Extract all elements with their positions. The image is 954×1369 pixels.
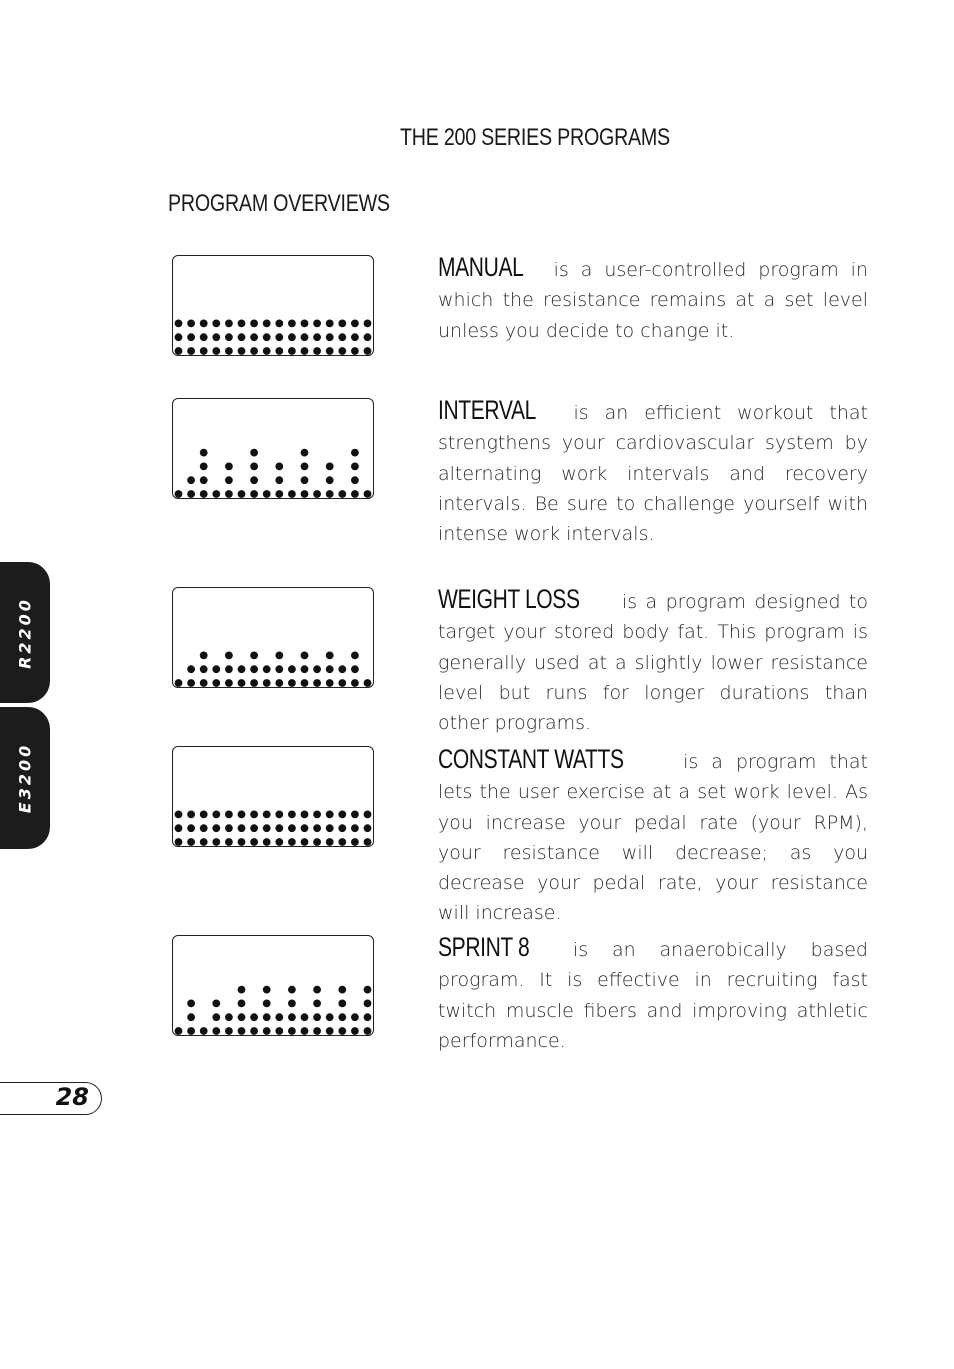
profile-dot <box>301 811 309 819</box>
interval-profile-display <box>172 398 374 499</box>
profile-dot <box>250 449 258 457</box>
profile-dot <box>225 490 233 498</box>
profile-dot <box>238 347 246 355</box>
profile-dot <box>250 811 258 819</box>
profile-dot <box>326 679 334 687</box>
profile-dot <box>225 320 233 328</box>
constant-watts-program-text <box>438 744 868 929</box>
profile-dot <box>175 1027 183 1035</box>
profile-dot <box>212 490 220 498</box>
profile-dot <box>301 679 309 687</box>
profile-dot <box>263 490 271 498</box>
profile-dot <box>301 320 309 328</box>
program-description-sprint-8: is an anaerobically based program. It is effective in recruiting fast twitch muscle fibers and improving athletic performance. <box>438 939 868 1052</box>
profile-dot <box>250 463 258 471</box>
profile-dot <box>250 333 258 341</box>
profile-dot <box>225 463 233 471</box>
profile-dot <box>351 665 359 673</box>
profile-dot <box>200 652 208 660</box>
page-number: 28 <box>55 1083 89 1111</box>
profile-dot <box>275 476 283 484</box>
profile-dot <box>250 490 258 498</box>
profile-dot <box>275 347 283 355</box>
profile-dot <box>250 838 258 846</box>
profile-dot <box>313 1000 321 1008</box>
section-title: PROGRAM OVERVIEWS <box>168 190 390 217</box>
profile-dot <box>187 1027 195 1035</box>
profile-dot <box>275 1013 283 1021</box>
profile-dot <box>200 811 208 819</box>
profile-dot <box>338 679 346 687</box>
profile-dot <box>288 347 296 355</box>
profile-dot <box>326 838 334 846</box>
sprint-8-profile-display <box>172 935 374 1036</box>
profile-dot <box>175 811 183 819</box>
profile-dot <box>326 347 334 355</box>
profile-dot <box>225 652 233 660</box>
profile-dot <box>212 811 220 819</box>
interval-program-text <box>438 395 868 549</box>
profile-dot-matrix <box>173 936 375 1037</box>
profile-dot <box>351 449 359 457</box>
profile-dot <box>338 665 346 673</box>
profile-dot <box>250 665 258 673</box>
profile-dot <box>301 490 309 498</box>
profile-dot <box>212 1013 220 1021</box>
profile-dot <box>313 679 321 687</box>
profile-dot <box>212 824 220 832</box>
side-tab-r2200 <box>0 562 50 703</box>
profile-dot <box>364 333 372 341</box>
profile-dot <box>288 1027 296 1035</box>
manual-program-text <box>438 252 868 346</box>
profile-dot <box>338 1027 346 1035</box>
profile-dot <box>364 490 372 498</box>
profile-dot <box>326 652 334 660</box>
profile-dot <box>187 476 195 484</box>
profile-dot <box>351 652 359 660</box>
profile-dot <box>288 1013 296 1021</box>
program-name-constant-watts: CONSTANT WATTS <box>438 744 624 774</box>
profile-dot-matrix <box>173 399 375 500</box>
profile-dot <box>301 347 309 355</box>
profile-dot <box>351 838 359 846</box>
profile-dot <box>364 986 372 994</box>
profile-dot <box>364 320 372 328</box>
profile-dot <box>238 1027 246 1035</box>
profile-dot <box>275 333 283 341</box>
profile-dot <box>313 986 321 994</box>
profile-dot <box>212 838 220 846</box>
profile-dot <box>212 333 220 341</box>
profile-dot <box>275 665 283 673</box>
profile-dot <box>250 347 258 355</box>
profile-dot <box>263 811 271 819</box>
profile-dot <box>301 476 309 484</box>
profile-dot <box>275 1027 283 1035</box>
profile-dot <box>187 679 195 687</box>
profile-dot <box>238 320 246 328</box>
profile-dot <box>263 1000 271 1008</box>
profile-dot <box>225 1027 233 1035</box>
profile-dot-matrix <box>173 588 375 689</box>
profile-dot <box>175 838 183 846</box>
profile-dot <box>187 1000 195 1008</box>
profile-dot <box>288 490 296 498</box>
profile-dot <box>263 1027 271 1035</box>
profile-dot <box>338 1013 346 1021</box>
profile-dot <box>313 1027 321 1035</box>
profile-dot <box>288 824 296 832</box>
profile-dot <box>288 320 296 328</box>
profile-dot <box>288 679 296 687</box>
profile-dot <box>263 347 271 355</box>
profile-dot <box>263 1013 271 1021</box>
profile-dot <box>250 1027 258 1035</box>
profile-dot <box>187 824 195 832</box>
profile-dot <box>351 1013 359 1021</box>
profile-dot <box>288 333 296 341</box>
profile-dot <box>225 1013 233 1021</box>
constant-watts-profile-display <box>172 746 374 847</box>
profile-dot <box>364 347 372 355</box>
profile-dot <box>263 838 271 846</box>
profile-dot <box>313 1013 321 1021</box>
profile-dot <box>200 665 208 673</box>
profile-dot <box>338 490 346 498</box>
profile-dot <box>225 838 233 846</box>
profile-dot <box>212 679 220 687</box>
profile-dot <box>187 490 195 498</box>
profile-dot <box>326 490 334 498</box>
profile-dot <box>275 490 283 498</box>
profile-dot <box>175 490 183 498</box>
profile-dot <box>288 665 296 673</box>
manual-profile-display <box>172 255 374 356</box>
profile-dot <box>238 333 246 341</box>
profile-dot <box>313 824 321 832</box>
profile-dot-matrix <box>173 256 375 357</box>
profile-dot <box>338 320 346 328</box>
profile-dot <box>326 1013 334 1021</box>
profile-dot <box>288 838 296 846</box>
profile-dot <box>301 1027 309 1035</box>
profile-dot <box>364 1013 372 1021</box>
profile-dot <box>225 347 233 355</box>
profile-dot <box>250 824 258 832</box>
profile-dot <box>263 986 271 994</box>
profile-dot <box>263 679 271 687</box>
weight-loss-profile-display <box>172 587 374 688</box>
profile-dot <box>351 463 359 471</box>
profile-dot <box>351 320 359 328</box>
profile-dot <box>351 347 359 355</box>
profile-dot <box>313 665 321 673</box>
profile-dot <box>200 824 208 832</box>
profile-dot <box>301 838 309 846</box>
profile-dot <box>301 665 309 673</box>
profile-dot <box>326 320 334 328</box>
profile-dot <box>326 1027 334 1035</box>
weight-loss-program-text <box>438 584 868 738</box>
profile-dot <box>200 347 208 355</box>
profile-dot <box>301 652 309 660</box>
profile-dot <box>338 986 346 994</box>
profile-dot <box>238 986 246 994</box>
profile-dot <box>288 986 296 994</box>
profile-dot <box>200 679 208 687</box>
profile-dot <box>238 679 246 687</box>
profile-dot <box>238 1000 246 1008</box>
profile-dot <box>250 679 258 687</box>
profile-dot <box>200 333 208 341</box>
program-name-weight-loss: WEIGHT LOSS <box>438 584 580 614</box>
page-number-tab <box>0 1082 102 1115</box>
side-tab-e3200 <box>0 707 50 849</box>
profile-dot <box>364 1000 372 1008</box>
profile-dot-matrix <box>173 747 375 848</box>
profile-dot <box>263 665 271 673</box>
profile-dot <box>301 333 309 341</box>
profile-dot <box>200 463 208 471</box>
profile-dot <box>212 665 220 673</box>
profile-dot <box>338 824 346 832</box>
profile-dot <box>175 333 183 341</box>
profile-dot <box>338 1000 346 1008</box>
program-description-weight-loss: is a program designed to target your stored body fat. This program is generally used at a slightly lower resistance level but runs for longer durations than other programs. <box>438 591 868 735</box>
profile-dot <box>225 824 233 832</box>
profile-dot <box>313 347 321 355</box>
profile-dot <box>275 652 283 660</box>
profile-dot <box>200 490 208 498</box>
profile-dot <box>301 449 309 457</box>
profile-dot <box>250 652 258 660</box>
profile-dot <box>238 1013 246 1021</box>
profile-dot <box>364 838 372 846</box>
program-description-constant-watts: is a program that lets the user exercise at a set work level. As you increase your pedal rate (your RPM), your resistance will decrease; as you decrease your pedal rate, your resistance will increase. <box>438 751 869 925</box>
profile-dot <box>238 665 246 673</box>
profile-dot <box>187 320 195 328</box>
profile-dot <box>275 838 283 846</box>
profile-dot <box>338 811 346 819</box>
sprint-8-program-text <box>438 932 868 1056</box>
profile-dot <box>326 824 334 832</box>
profile-dot <box>338 333 346 341</box>
side-tab-r2200-label: R2200 <box>15 596 35 669</box>
profile-dot <box>351 811 359 819</box>
profile-dot <box>238 838 246 846</box>
profile-dot <box>175 824 183 832</box>
profile-dot <box>200 476 208 484</box>
profile-dot <box>351 333 359 341</box>
profile-dot <box>326 333 334 341</box>
profile-dot <box>212 1000 220 1008</box>
profile-dot <box>288 811 296 819</box>
profile-dot <box>212 1027 220 1035</box>
profile-dot <box>275 824 283 832</box>
program-name-manual: MANUAL <box>438 252 524 282</box>
profile-dot <box>313 490 321 498</box>
profile-dot <box>187 838 195 846</box>
profile-dot <box>212 320 220 328</box>
program-description-interval: is an efficient workout that strengthens your cardiovascular system by alternating work intervals and recovery intervals. Be sure to challenge yourself with intense work intervals. <box>438 402 868 546</box>
profile-dot <box>301 1013 309 1021</box>
profile-dot <box>364 824 372 832</box>
profile-dot <box>364 1027 372 1035</box>
profile-dot <box>212 347 220 355</box>
profile-dot <box>338 838 346 846</box>
profile-dot <box>301 824 309 832</box>
profile-dot <box>275 679 283 687</box>
profile-dot <box>225 476 233 484</box>
profile-dot <box>351 824 359 832</box>
profile-dot <box>313 811 321 819</box>
side-tab-e3200-label: E3200 <box>15 742 35 814</box>
profile-dot <box>288 1000 296 1008</box>
profile-dot <box>313 320 321 328</box>
profile-dot <box>326 463 334 471</box>
profile-dot <box>275 811 283 819</box>
profile-dot <box>351 490 359 498</box>
program-description-manual: is a user-controlled program in which the resistance remains at a set level unless you decide to change it. <box>438 259 868 342</box>
profile-dot <box>326 811 334 819</box>
page-title: THE 200 SERIES PROGRAMS <box>400 124 670 151</box>
profile-dot <box>364 811 372 819</box>
profile-dot <box>200 449 208 457</box>
profile-dot <box>263 824 271 832</box>
profile-dot <box>275 320 283 328</box>
profile-dot <box>326 476 334 484</box>
profile-dot <box>263 333 271 341</box>
profile-dot <box>200 320 208 328</box>
profile-dot <box>175 347 183 355</box>
profile-dot <box>238 490 246 498</box>
profile-dot <box>187 333 195 341</box>
profile-dot <box>250 476 258 484</box>
profile-dot <box>364 679 372 687</box>
profile-dot <box>301 463 309 471</box>
profile-dot <box>351 476 359 484</box>
profile-dot <box>225 679 233 687</box>
profile-dot <box>338 347 346 355</box>
profile-dot <box>263 320 271 328</box>
profile-dot <box>238 811 246 819</box>
profile-dot <box>175 320 183 328</box>
profile-dot <box>187 811 195 819</box>
profile-dot <box>250 320 258 328</box>
profile-dot <box>313 333 321 341</box>
profile-dot <box>187 1013 195 1021</box>
program-name-interval: INTERVAL <box>438 395 536 425</box>
profile-dot <box>313 838 321 846</box>
profile-dot <box>238 824 246 832</box>
profile-dot <box>175 679 183 687</box>
profile-dot <box>225 333 233 341</box>
profile-dot <box>187 665 195 673</box>
profile-dot <box>225 811 233 819</box>
profile-dot <box>200 1027 208 1035</box>
profile-dot <box>225 665 233 673</box>
profile-dot <box>326 665 334 673</box>
program-name-sprint-8: SPRINT 8 <box>438 932 530 962</box>
profile-dot <box>275 463 283 471</box>
profile-dot <box>351 1027 359 1035</box>
profile-dot <box>250 1013 258 1021</box>
profile-dot <box>351 679 359 687</box>
profile-dot <box>200 838 208 846</box>
profile-dot <box>187 347 195 355</box>
